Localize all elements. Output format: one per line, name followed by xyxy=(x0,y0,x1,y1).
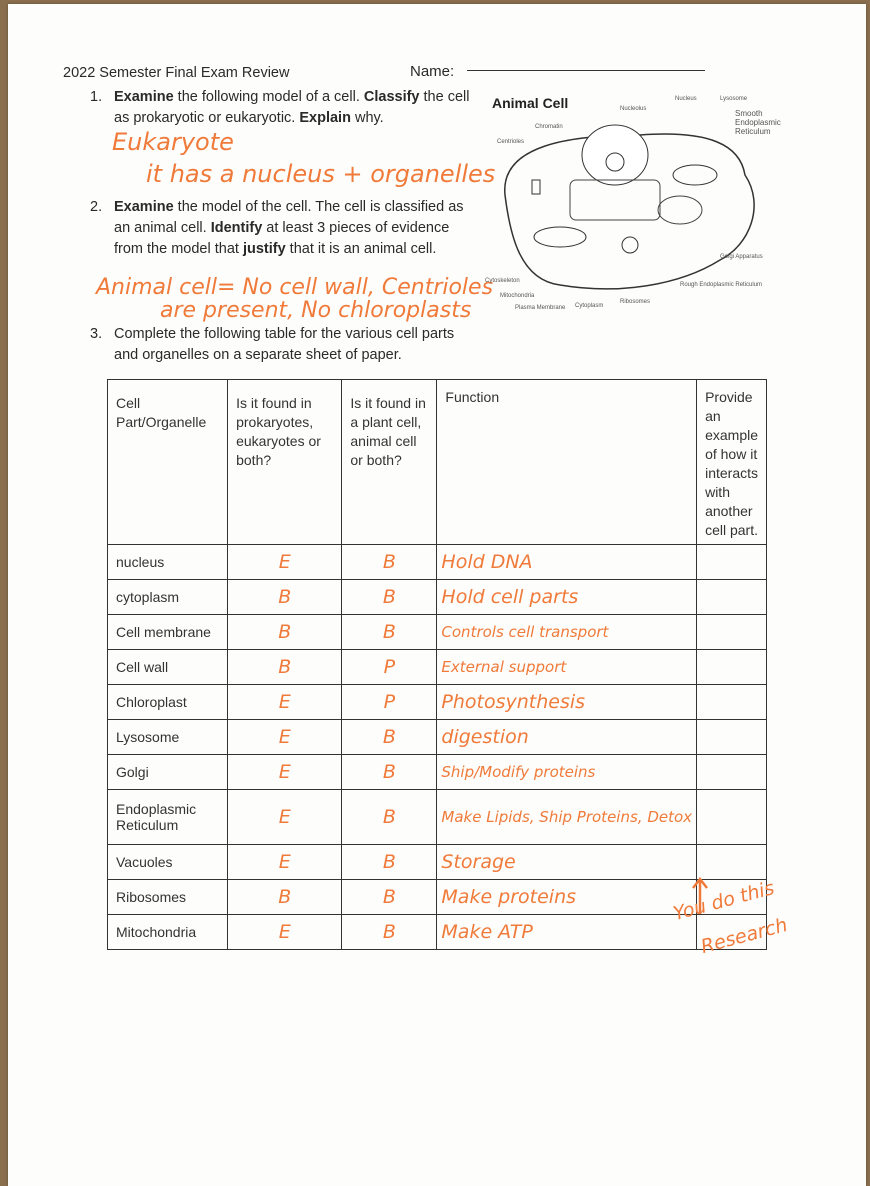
q1-answer-classification: Eukaryote xyxy=(112,128,234,156)
q2-verb: Examine xyxy=(114,199,174,215)
interaction-example-cell xyxy=(697,615,767,650)
rough-er-shape xyxy=(570,180,660,220)
function-answer: Controls cell transport xyxy=(437,615,697,650)
function-answer: Make proteins xyxy=(437,880,697,915)
prokaryote-eukaryote-answer: B xyxy=(228,615,342,650)
column-header: Provide an example of how it interacts with another cell part. xyxy=(697,380,767,545)
plant-animal-answer: B xyxy=(342,790,437,845)
prokaryote-eukaryote-answer: E xyxy=(228,845,342,880)
plant-animal-answer: B xyxy=(342,845,437,880)
diagram-label: Cytoskeleton xyxy=(485,278,520,284)
prokaryote-eukaryote-answer: B xyxy=(228,880,342,915)
q1-answer-reason: it has a nucleus + organelles xyxy=(146,160,496,188)
centriole-shape xyxy=(532,180,540,194)
organelle-name-cell: Cell wall xyxy=(108,650,228,685)
q1-text-part: the following model of a cell. xyxy=(173,89,364,105)
function-answer: Hold cell parts xyxy=(437,580,697,615)
interaction-example-cell xyxy=(697,790,767,845)
plant-animal-answer: B xyxy=(342,545,437,580)
column-header: Is it found in prokaryotes, eukaryotes or both? xyxy=(228,380,342,545)
diagram-label: Ribosomes xyxy=(620,299,651,305)
organelle-name-cell: Cell membrane xyxy=(108,615,228,650)
diagram-label: Nucleolus xyxy=(620,106,647,112)
organelle-name-cell: Ribosomes xyxy=(108,880,228,915)
table-row xyxy=(108,685,767,720)
table-row xyxy=(108,720,767,755)
prokaryote-eukaryote-answer: B xyxy=(228,580,342,615)
up-arrow-icon xyxy=(690,876,710,916)
q1-verb: Explain xyxy=(299,110,351,126)
interaction-example-cell xyxy=(697,545,767,580)
diagram-label: Rough Endoplasmic Reticulum xyxy=(680,282,763,288)
page-title: 2022 Semester Final Exam Review xyxy=(63,65,290,81)
q1-verb: Examine xyxy=(114,89,174,105)
organelle-name-cell: nucleus xyxy=(108,545,228,580)
q2-verb: justify xyxy=(242,241,286,257)
column-header: Is it found in a plant cell, animal cell or both? xyxy=(342,380,437,545)
table-row xyxy=(108,845,767,880)
table-row xyxy=(108,755,767,790)
q2-answer-line1: Animal cell= No cell wall, Centrioles xyxy=(96,275,494,300)
plant-animal-answer: B xyxy=(342,720,437,755)
interaction-example-cell xyxy=(697,755,767,790)
q2-text-part: that it is an animal cell. xyxy=(285,241,437,257)
plant-animal-answer: B xyxy=(342,580,437,615)
q2-answer-line2: are present, No chloroplasts xyxy=(160,298,472,323)
plant-animal-answer: B xyxy=(342,755,437,790)
table-row xyxy=(108,580,767,615)
interaction-example-cell xyxy=(697,845,767,880)
table-row xyxy=(108,790,767,845)
organelle-name-cell: Golgi xyxy=(108,755,228,790)
q1-verb: Classify xyxy=(363,89,420,105)
interaction-example-cell xyxy=(697,685,767,720)
vesicle-shape xyxy=(622,237,638,253)
prokaryote-eukaryote-answer: E xyxy=(228,790,342,845)
function-answer: Hold DNA xyxy=(437,545,697,580)
cell-parts-table xyxy=(107,379,767,950)
organelle-name-cell: cytoplasm xyxy=(108,580,228,615)
plant-animal-answer: P xyxy=(342,685,437,720)
q2-number: 2. xyxy=(90,199,103,215)
note-line1: You do this xyxy=(670,876,777,926)
diagram-label-smooth-er: Smooth Endoplasmic Reticulum xyxy=(735,109,795,136)
prokaryote-eukaryote-answer: E xyxy=(228,720,342,755)
prokaryote-eukaryote-answer: E xyxy=(228,915,342,950)
table-row xyxy=(108,615,767,650)
q2-text xyxy=(114,197,464,260)
table-header-row xyxy=(108,380,767,545)
q1-text-part: the cell as prokaryotic or eukaryotic. xyxy=(114,89,470,126)
diagram-title: Animal Cell xyxy=(492,95,569,111)
prokaryote-eukaryote-answer: E xyxy=(228,545,342,580)
diagram-label: Golgi Apparatus xyxy=(720,254,763,260)
q1-text xyxy=(114,87,474,129)
function-answer: Make Lipids, Ship Proteins, Detox xyxy=(437,790,697,845)
table-row xyxy=(108,650,767,685)
organelle-name-cell: Chloroplast xyxy=(108,685,228,720)
note-line2: Research xyxy=(698,913,790,959)
function-answer: External support xyxy=(437,650,697,685)
mitochondrion-shape xyxy=(673,165,717,185)
table-row xyxy=(108,915,767,950)
q2-verb: Identify xyxy=(210,220,263,236)
q2-text-part: at least 3 pieces of evidence from the model that xyxy=(114,220,450,257)
function-answer: digestion xyxy=(437,720,697,755)
name-label: Name: xyxy=(410,63,455,80)
nucleus-shape xyxy=(582,125,648,185)
q3-number: 3. xyxy=(90,326,103,342)
name-field-line xyxy=(467,70,705,71)
prokaryote-eukaryote-answer: B xyxy=(228,650,342,685)
prokaryote-eukaryote-answer: E xyxy=(228,755,342,790)
q1-text-part: why. xyxy=(350,110,384,126)
plant-animal-answer: P xyxy=(342,650,437,685)
prokaryote-eukaryote-answer: E xyxy=(228,685,342,720)
function-answer: Storage xyxy=(437,845,697,880)
plant-animal-answer: B xyxy=(342,615,437,650)
function-answer: Ship/Modify proteins xyxy=(437,755,697,790)
column-header: Cell Part/Organelle xyxy=(108,380,228,545)
diagram-label: Nucleus xyxy=(675,96,697,102)
q3-text: Complete the following table for the various cell parts and organelles on a separate sheet of paper. xyxy=(114,326,455,363)
table-row xyxy=(108,545,767,580)
organelle-name-cell: Vacuoles xyxy=(108,845,228,880)
organelle-name-cell: Endoplasmic Reticulum xyxy=(108,790,228,845)
diagram-label: Cytoplasm xyxy=(575,303,604,309)
q2-text-part: the model of the cell. The cell is classified as an animal cell. xyxy=(114,199,464,236)
q1-number: 1. xyxy=(90,89,103,105)
diagram-label: Mitochondria xyxy=(500,293,535,299)
table-body xyxy=(108,545,767,950)
organelle-name-cell: Lysosome xyxy=(108,720,228,755)
function-answer: Make ATP xyxy=(437,915,697,950)
function-answer: Photosynthesis xyxy=(437,685,697,720)
diagram-label: Lysosome xyxy=(720,96,748,102)
column-header: Function xyxy=(437,380,697,545)
interaction-example-cell xyxy=(697,580,767,615)
interaction-example-cell xyxy=(697,720,767,755)
diagram-label: Centrioles xyxy=(497,139,525,145)
plant-animal-answer: B xyxy=(342,915,437,950)
interaction-example-cell xyxy=(697,650,767,685)
mitochondrion-shape xyxy=(534,227,586,247)
golgi-shape xyxy=(658,196,702,224)
plant-animal-answer: B xyxy=(342,880,437,915)
diagram-label: Plasma Membrane xyxy=(515,305,566,311)
table-row xyxy=(108,880,767,915)
diagram-label: Chromatin xyxy=(535,124,563,130)
organelle-name-cell: Mitochondria xyxy=(108,915,228,950)
